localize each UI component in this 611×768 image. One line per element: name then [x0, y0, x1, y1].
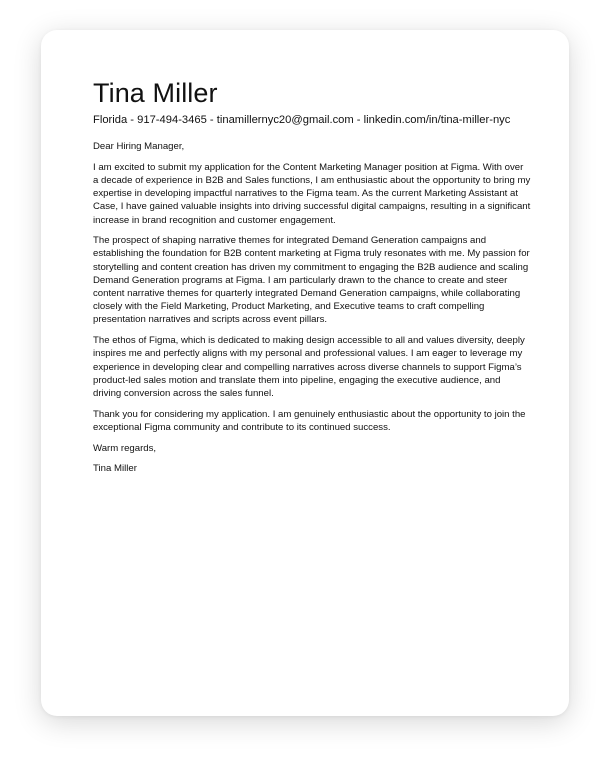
salutation: Dear Hiring Manager,: [93, 141, 185, 152]
closing: Warm regards,: [93, 442, 157, 454]
body-paragraph-2: The prospect of shaping narrative themes for integrated Demand Generation campaigns and establishing the foundation for B2B content marketing at Figma truly resonates with me. My passion for storytelling and content creation has driven my commitment to engaging the B2B audience and scaling Demand Generation programs at Figma. I am particularly drawn to the chance to create and steer content narrative themes for quarterly integrated Demand Generation campaigns, while collaborating closely with the Field Marketing, Product Marketing, and Executive teams to craft compelling presentation narratives and scripts across event pillars.: [93, 235, 530, 326]
body-paragraph-3: The ethos of Figma, which is dedicated to making design accessible to all and values diversity, deeply inspires me and perfectly aligns with my personal and professional values. I am eager to leverage my experience in developing clear and compelling narratives across diverse channels to support Figma’s product-led sales motion and translate them into pipeline, engaging the executive audience, and driving conversion across the sales funnel.: [93, 335, 525, 399]
letter-page: [41, 30, 569, 716]
body-paragraph-4: Thank you for considering my application. I am genuinely enthusiastic about the opportunity to join the exceptional Figma community and contribute to its continued success.: [93, 408, 526, 433]
body-paragraph-1: I am excited to submit my application for the Content Marketing Manager position at Figma. With over a decade of experience in B2B and Sales functions, I am enthusiastic about the opportunity to bring my expertise in developing impactful narratives to the Figma team. As the current Marketing Assistant at Case, I have gained valuable insights into driving successful digital campaigns, resulting in a significant increase in brand recognition and customer engagement.: [93, 161, 531, 226]
applicant-name: Tina Miller: [93, 78, 218, 108]
signature: Tina Miller: [93, 463, 137, 475]
contact-line: Florida - 917-494-3465 - tinamillernyc20@gmail.com - linkedin.com/in/tina-miller-nyc: [93, 114, 511, 126]
